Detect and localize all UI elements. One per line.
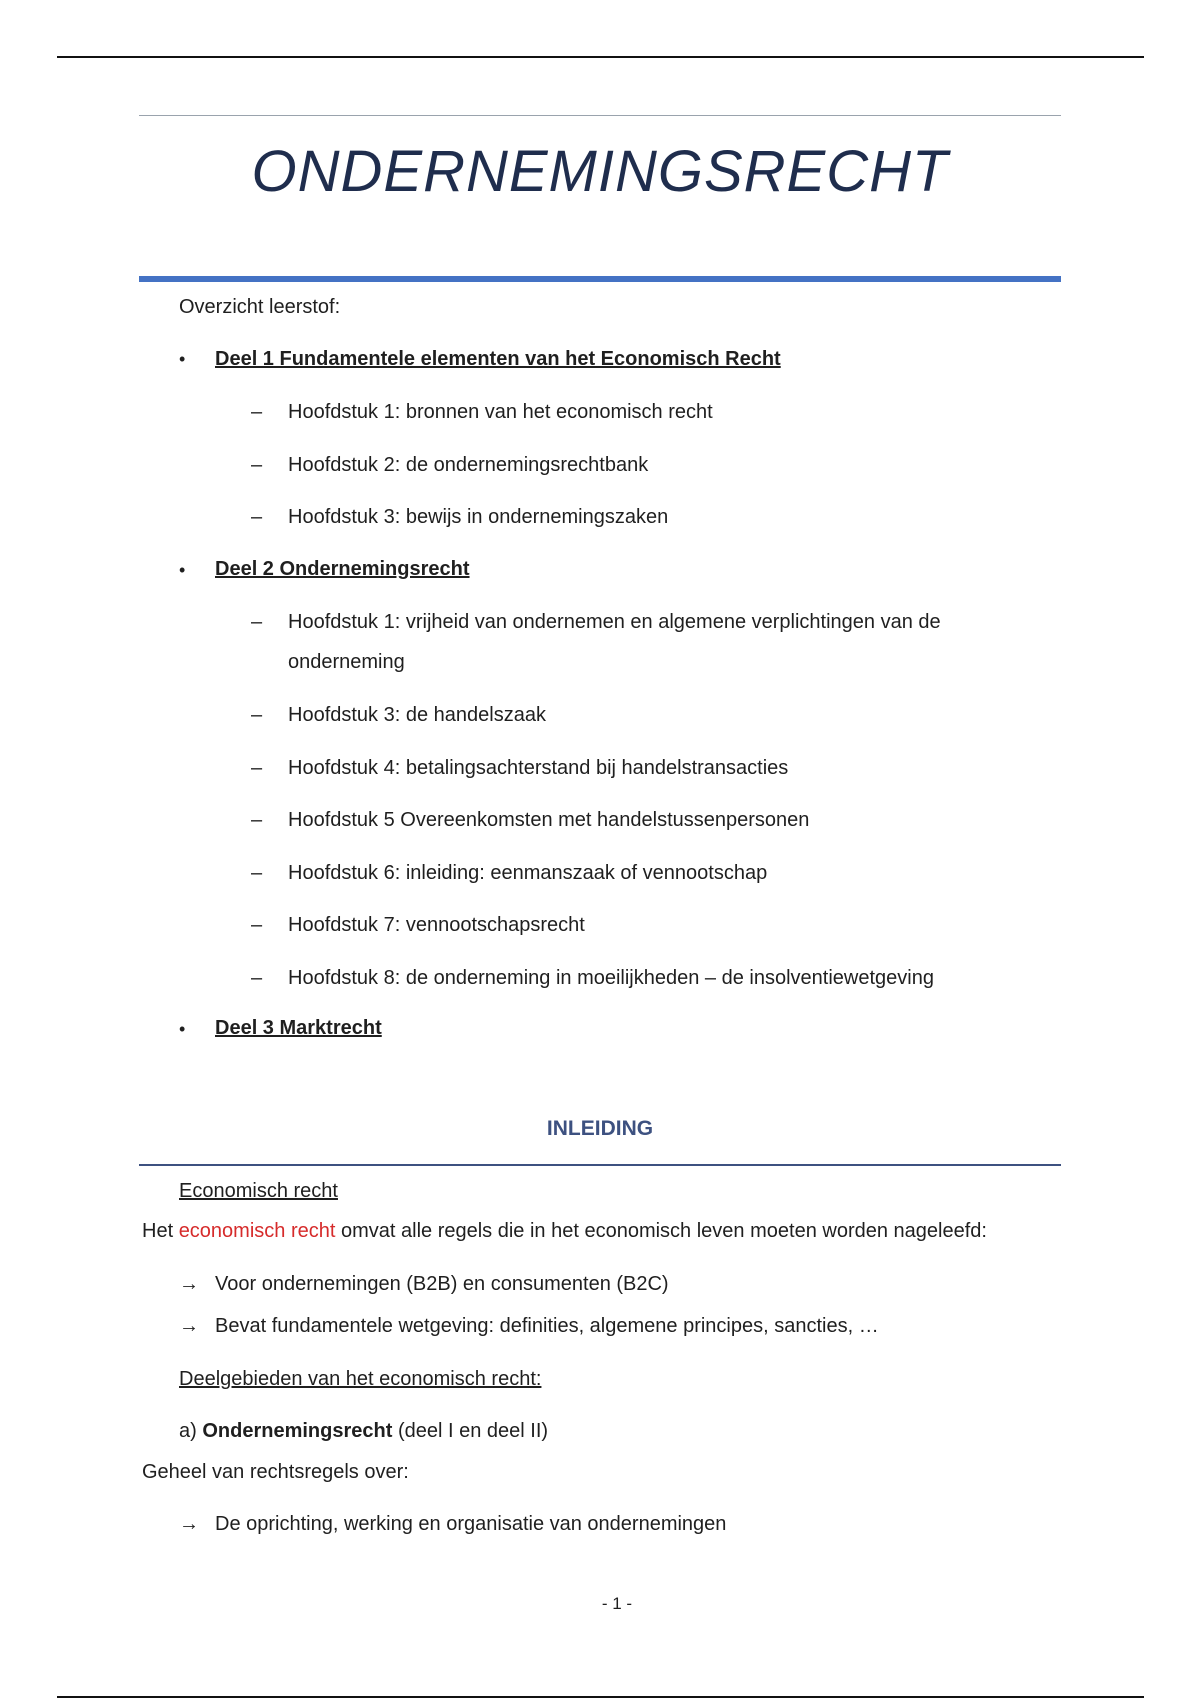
subfield-a-prefix: a): [179, 1420, 203, 1442]
page-bottom-rule: [57, 1696, 1144, 1698]
section-rule: [139, 1164, 1061, 1166]
part-2-chapter-1-continued: onderneming: [288, 651, 405, 673]
part-2-chapter-4: Hoofdstuk 4: betalingsachterstand bij handelstransacties: [288, 757, 789, 779]
dash-icon: –: [251, 862, 263, 884]
arrow-icon: →: [179, 1315, 199, 1337]
section-heading-inleiding: INLEIDING: [546, 1117, 654, 1140]
part-2-title: Deel 2 Ondernemingsrecht: [215, 558, 470, 580]
rules-point-1: De oprichting, werking en organisatie van ondernemingen: [215, 1513, 727, 1535]
arrow-icon: →: [179, 1513, 199, 1535]
subfields-heading: Deelgebieden van het economisch recht:: [179, 1368, 542, 1390]
rules-intro: Geheel van rechtsregels over:: [142, 1461, 409, 1483]
title-top-rule: [139, 115, 1061, 116]
part-1-chapter-1: Hoofdstuk 1: bronnen van het economisch recht: [288, 401, 713, 423]
dash-icon: –: [251, 757, 263, 779]
dash-icon: –: [251, 401, 263, 423]
title-bottom-rule: [139, 276, 1061, 282]
page-top-rule: [57, 56, 1144, 58]
arrow-icon: →: [179, 1273, 199, 1295]
part-2-chapter-1: Hoofdstuk 1: vrijheid van ondernemen en algemene verplichtingen van de: [288, 611, 941, 633]
part-2-chapter-7: Hoofdstuk 7: vennootschapsrecht: [288, 914, 585, 936]
intro-sentence-highlight: economisch recht: [178, 1220, 336, 1242]
intro-point-2: Bevat fundamentele wetgeving: definities, algemene principes, sancties, …: [215, 1315, 879, 1337]
page-number: - 1 -: [601, 1594, 633, 1613]
part-2-chapter-8: Hoofdstuk 8: de onderneming in moeilijkheden – de insolventiewetgeving: [288, 967, 934, 989]
document-title: ONDERNEMINGSRECHT: [251, 139, 949, 204]
dash-icon: –: [251, 506, 263, 528]
subfield-a-name: Ondernemingsrecht: [202, 1420, 393, 1442]
part-1-title: Deel 1 Fundamentele elementen van het Economisch Recht: [215, 348, 781, 370]
dash-icon: –: [251, 611, 263, 633]
subheading-economisch-recht: Economisch recht: [179, 1180, 338, 1202]
dash-icon: –: [251, 914, 263, 936]
intro-sentence-suffix: omvat alle regels die in het economisch leven moeten worden nageleefd:: [335, 1220, 987, 1242]
part-3-title: Deel 3 Marktrecht: [215, 1017, 382, 1039]
dash-icon: –: [251, 704, 263, 726]
overview-label: Overzicht leerstof:: [179, 296, 341, 318]
subfield-a: [179, 1420, 548, 1443]
dash-icon: –: [251, 967, 263, 989]
dash-icon: –: [251, 809, 263, 831]
intro-sentence: [142, 1220, 987, 1243]
part-1-chapter-3: Hoofdstuk 3: bewijs in ondernemingszaken: [288, 506, 669, 528]
intro-point-1: Voor ondernemingen (B2B) en consumenten (B2C): [215, 1273, 669, 1295]
intro-sentence-prefix: Het: [142, 1220, 179, 1242]
bullet-icon: •: [179, 1019, 186, 1039]
subfield-a-suffix: (deel I en deel II): [392, 1420, 549, 1442]
part-2-chapter-6: Hoofdstuk 6: inleiding: eenmanszaak of vennootschap: [288, 862, 768, 884]
dash-icon: –: [251, 454, 263, 476]
bullet-icon: •: [179, 560, 186, 580]
bullet-icon: •: [179, 349, 186, 369]
part-2-chapter-3: Hoofdstuk 3: de handelszaak: [288, 704, 546, 726]
part-2-chapter-5: Hoofdstuk 5 Overeenkomsten met handelstussenpersonen: [288, 809, 810, 831]
part-1-chapter-2: Hoofdstuk 2: de ondernemingsrechtbank: [288, 454, 649, 476]
